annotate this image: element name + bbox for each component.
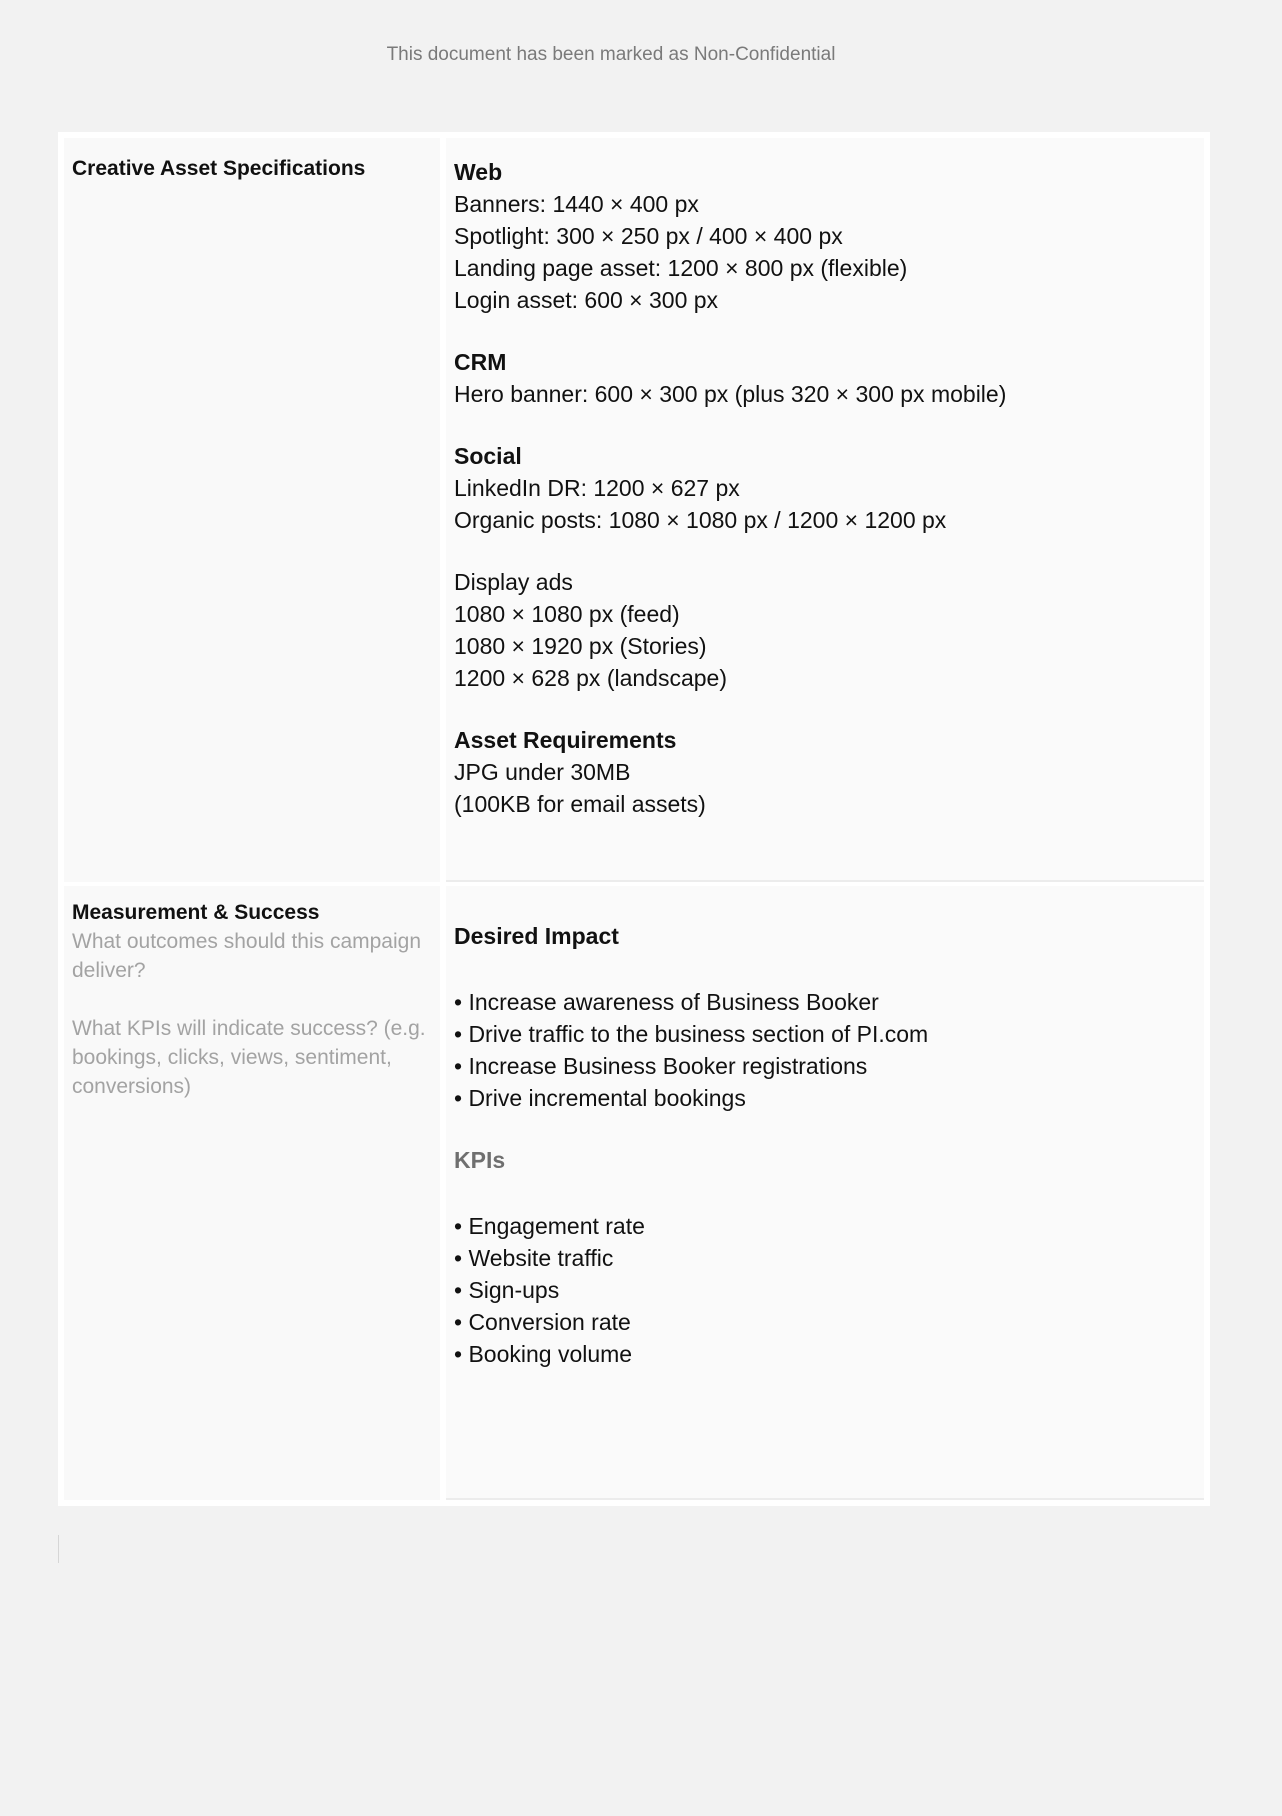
spec-group-crm: [454, 346, 1194, 410]
list-item: • Booking volume: [454, 1341, 633, 1367]
list-item: • Website traffic: [454, 1245, 614, 1271]
spec-line: Login asset: 600 × 300 px: [454, 287, 719, 313]
table-row-measurement: [64, 886, 1204, 1500]
measurement-label-cell: [64, 886, 440, 1500]
spec-line: 1080 × 1920 px (Stories): [454, 633, 707, 659]
spec-heading-crm: CRM: [454, 349, 507, 375]
list-item: • Drive traffic to the business section of PI.com: [454, 1021, 929, 1047]
spec-line: JPG under 30MB: [454, 759, 631, 785]
spec-line: Display ads: [454, 569, 573, 595]
spec-line: (100KB for email assets): [454, 791, 706, 817]
hint-kpis: What KPIs will indicate success? (e.g. bookings, clicks, views, sentiment, conversions): [72, 1017, 426, 1098]
spec-heading-asset-requirements: Asset Requirements: [454, 727, 677, 753]
spec-line: Banners: 1440 × 400 px: [454, 191, 699, 217]
spec-group-display-ads: [454, 566, 1194, 694]
spacer: [454, 952, 1194, 986]
spec-line: Spotlight: 300 × 250 px / 400 × 400 px: [454, 223, 843, 249]
confidentiality-notice: This document has been marked as Non-Confidential: [386, 44, 836, 65]
table-row-creative-specs: [64, 138, 1204, 882]
spec-line: Organic posts: 1080 × 1080 px / 1200 × 1200 px: [454, 507, 947, 533]
spacer: [454, 1114, 1194, 1144]
creative-specs-label: Creative Asset Specifications: [72, 157, 366, 180]
spacer: [454, 1176, 1194, 1210]
spec-line: 1200 × 628 px (landscape): [454, 665, 728, 691]
spec-heading-web: Web: [454, 159, 503, 185]
list-item: • Drive incremental bookings: [454, 1085, 746, 1111]
list-item: • Conversion rate: [454, 1309, 631, 1335]
spec-group-asset-requirements: [454, 724, 1194, 820]
hint-outcomes: What outcomes should this campaign deliver?: [72, 930, 422, 982]
creative-specs-content-cell[interactable]: [446, 138, 1204, 882]
measurement-label: Measurement & Success: [72, 901, 320, 924]
spec-group-social: [454, 440, 1194, 536]
kpis-heading: KPIs: [454, 1147, 506, 1173]
spec-heading-social: Social: [454, 443, 522, 469]
spec-line: Hero banner: 600 × 300 px (plus 320 × 300 px mobile): [454, 381, 1007, 407]
list-item: • Increase Business Booker registrations: [454, 1053, 868, 1079]
list-item: • Sign-ups: [454, 1277, 560, 1303]
desired-impact-heading: Desired Impact: [454, 923, 619, 949]
spec-line: LinkedIn DR: 1200 × 627 px: [454, 475, 740, 501]
measurement-content-cell[interactable]: [446, 886, 1204, 1500]
spec-line: 1080 × 1080 px (feed): [454, 601, 680, 627]
kpis-list: [454, 1210, 1194, 1370]
list-item: • Increase awareness of Business Booker: [454, 989, 879, 1015]
list-item: • Engagement rate: [454, 1213, 645, 1239]
text-cursor-mark: [58, 1535, 59, 1563]
desired-impact-list: [454, 986, 1194, 1114]
brief-table: [58, 132, 1210, 1506]
creative-specs-label-cell: [64, 138, 440, 882]
spec-group-web: [454, 156, 1194, 316]
spec-line: Landing page asset: 1200 × 800 px (flexible): [454, 255, 908, 281]
